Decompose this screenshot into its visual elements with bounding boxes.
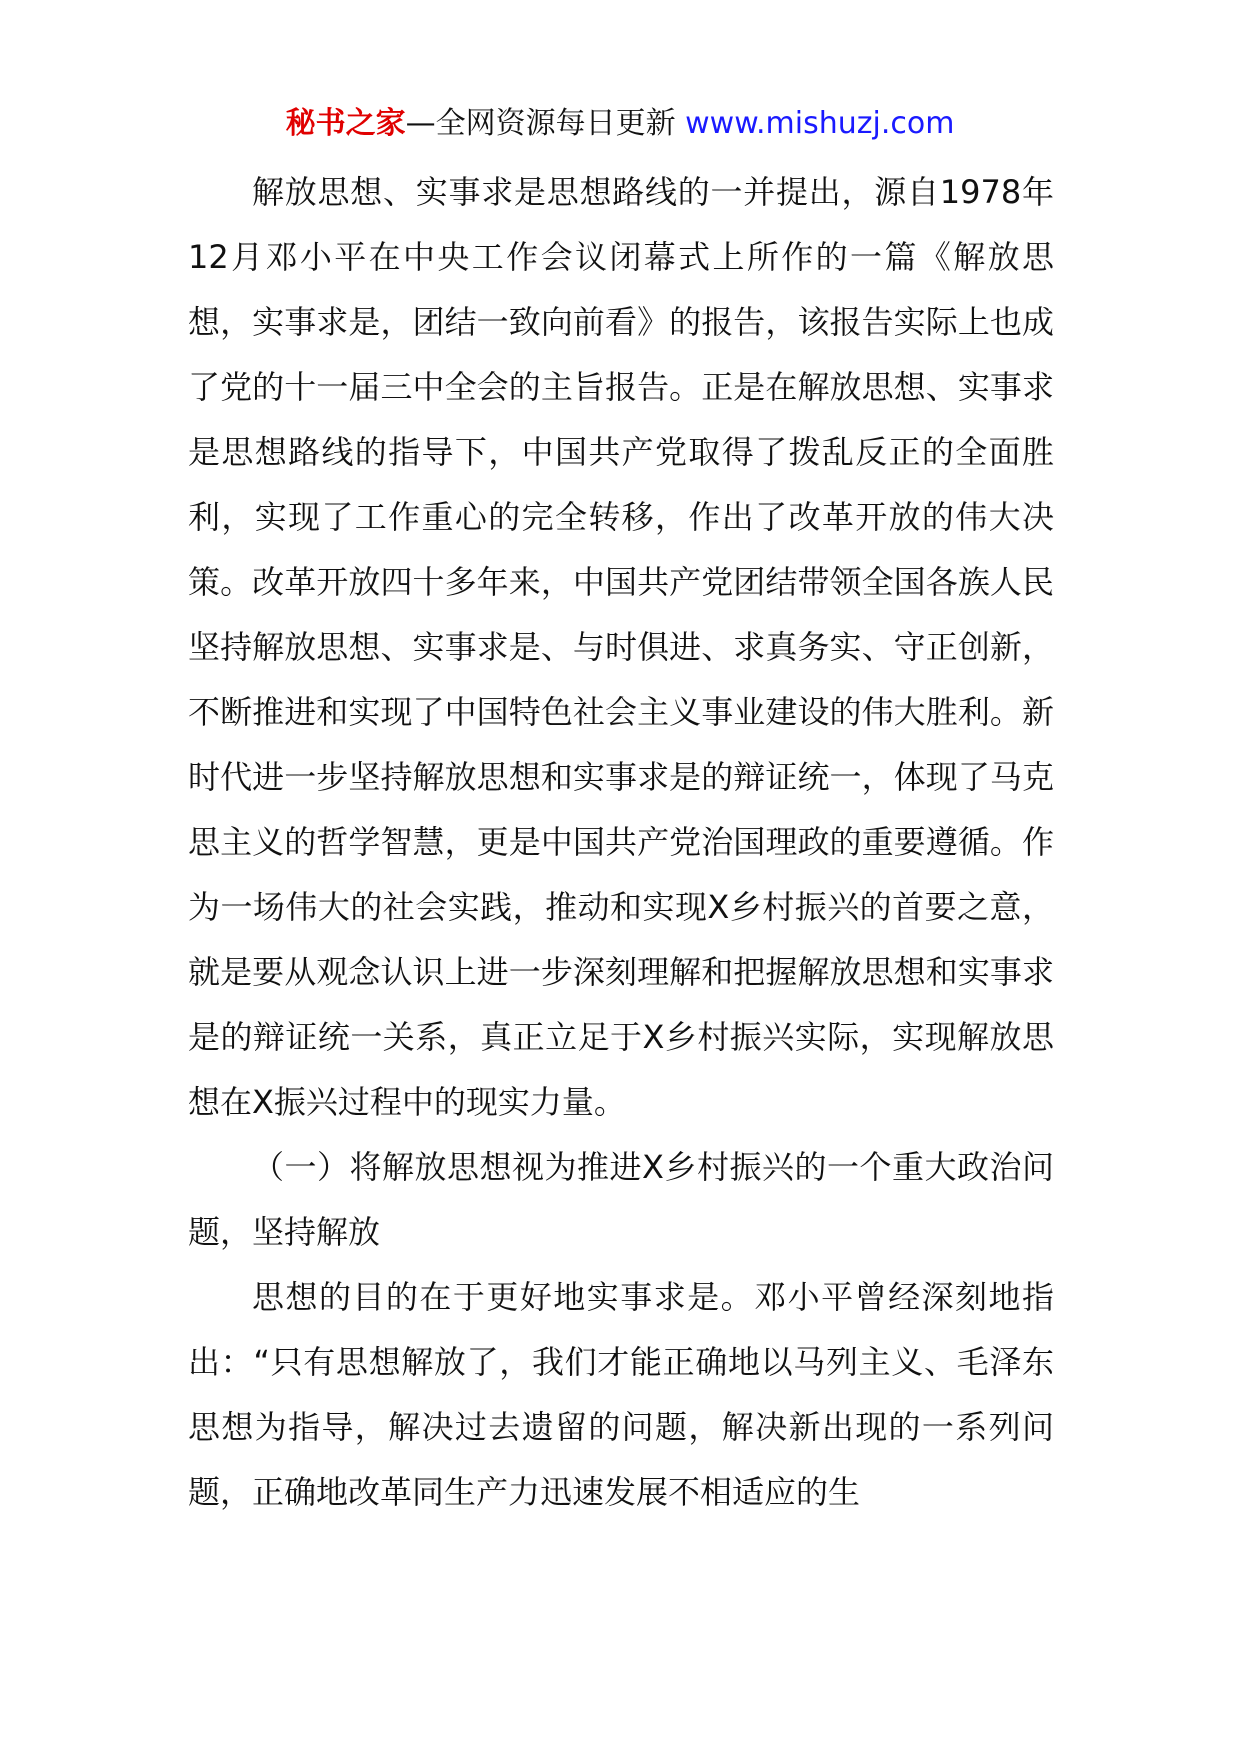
header-slogan: —全网资源每日更新 xyxy=(405,106,686,141)
section-heading-1: （一）将解放思想视为推进X乡村振兴的一个重大政治问题，坚持解放 xyxy=(188,1148,1054,1251)
body-paragraph-1: 解放思想、实事求是思想路线的一并提出，源自1978年12月邓小平在中央工作会议闭幕式上所作的一篇《解放思想，实事求是，团结一致向前看》的报告，该报告实际上也成了党的十一届三中全会的主旨报告。正是在解放思想、实事求是思想路线的指导下，中国共产党取得了拨乱反正的全面胜利，实现了工作重心的完全转移，作出了改革开放的伟大决策。改革开放四十多年来，中国共产党团结带领全国各族人民坚持解放思想、实事求是、与时俱进、求真务实、守正创新，不断推进和实现了中国特色社会主义事业建设的伟大胜利。新时代进一步坚持解放思想和实事求是的辩证统一，体现了马克思主义的哲学智慧，更是中国共产党治国理政的重要遵循。作为一场伟大的社会实践，推动和实现X乡村振兴的首要之意，就是要从观念认识上进一步深刻理解和把握解放思想和实事求是的辩证统一关系，真正立足于X乡村振兴实际，实现解放思想在X振兴过程中的现实力量。 xyxy=(188,173,1054,1121)
body-paragraph-2: 思想的目的在于更好地实事求是。邓小平曾经深刻地指出：“只有思想解放了，我们才能正确地以马列主义、毛泽东思想为指导，解决过去遗留的问题，解决新出现的一系列问题，正确地改革同生产力迅速发展不相适应的生 xyxy=(188,1278,1054,1511)
site-header xyxy=(0,104,1240,144)
site-url-link[interactable]: www.mishuzj.com xyxy=(685,106,955,141)
document-body xyxy=(188,160,1054,1525)
brand-name: 秘书之家 xyxy=(285,106,406,141)
